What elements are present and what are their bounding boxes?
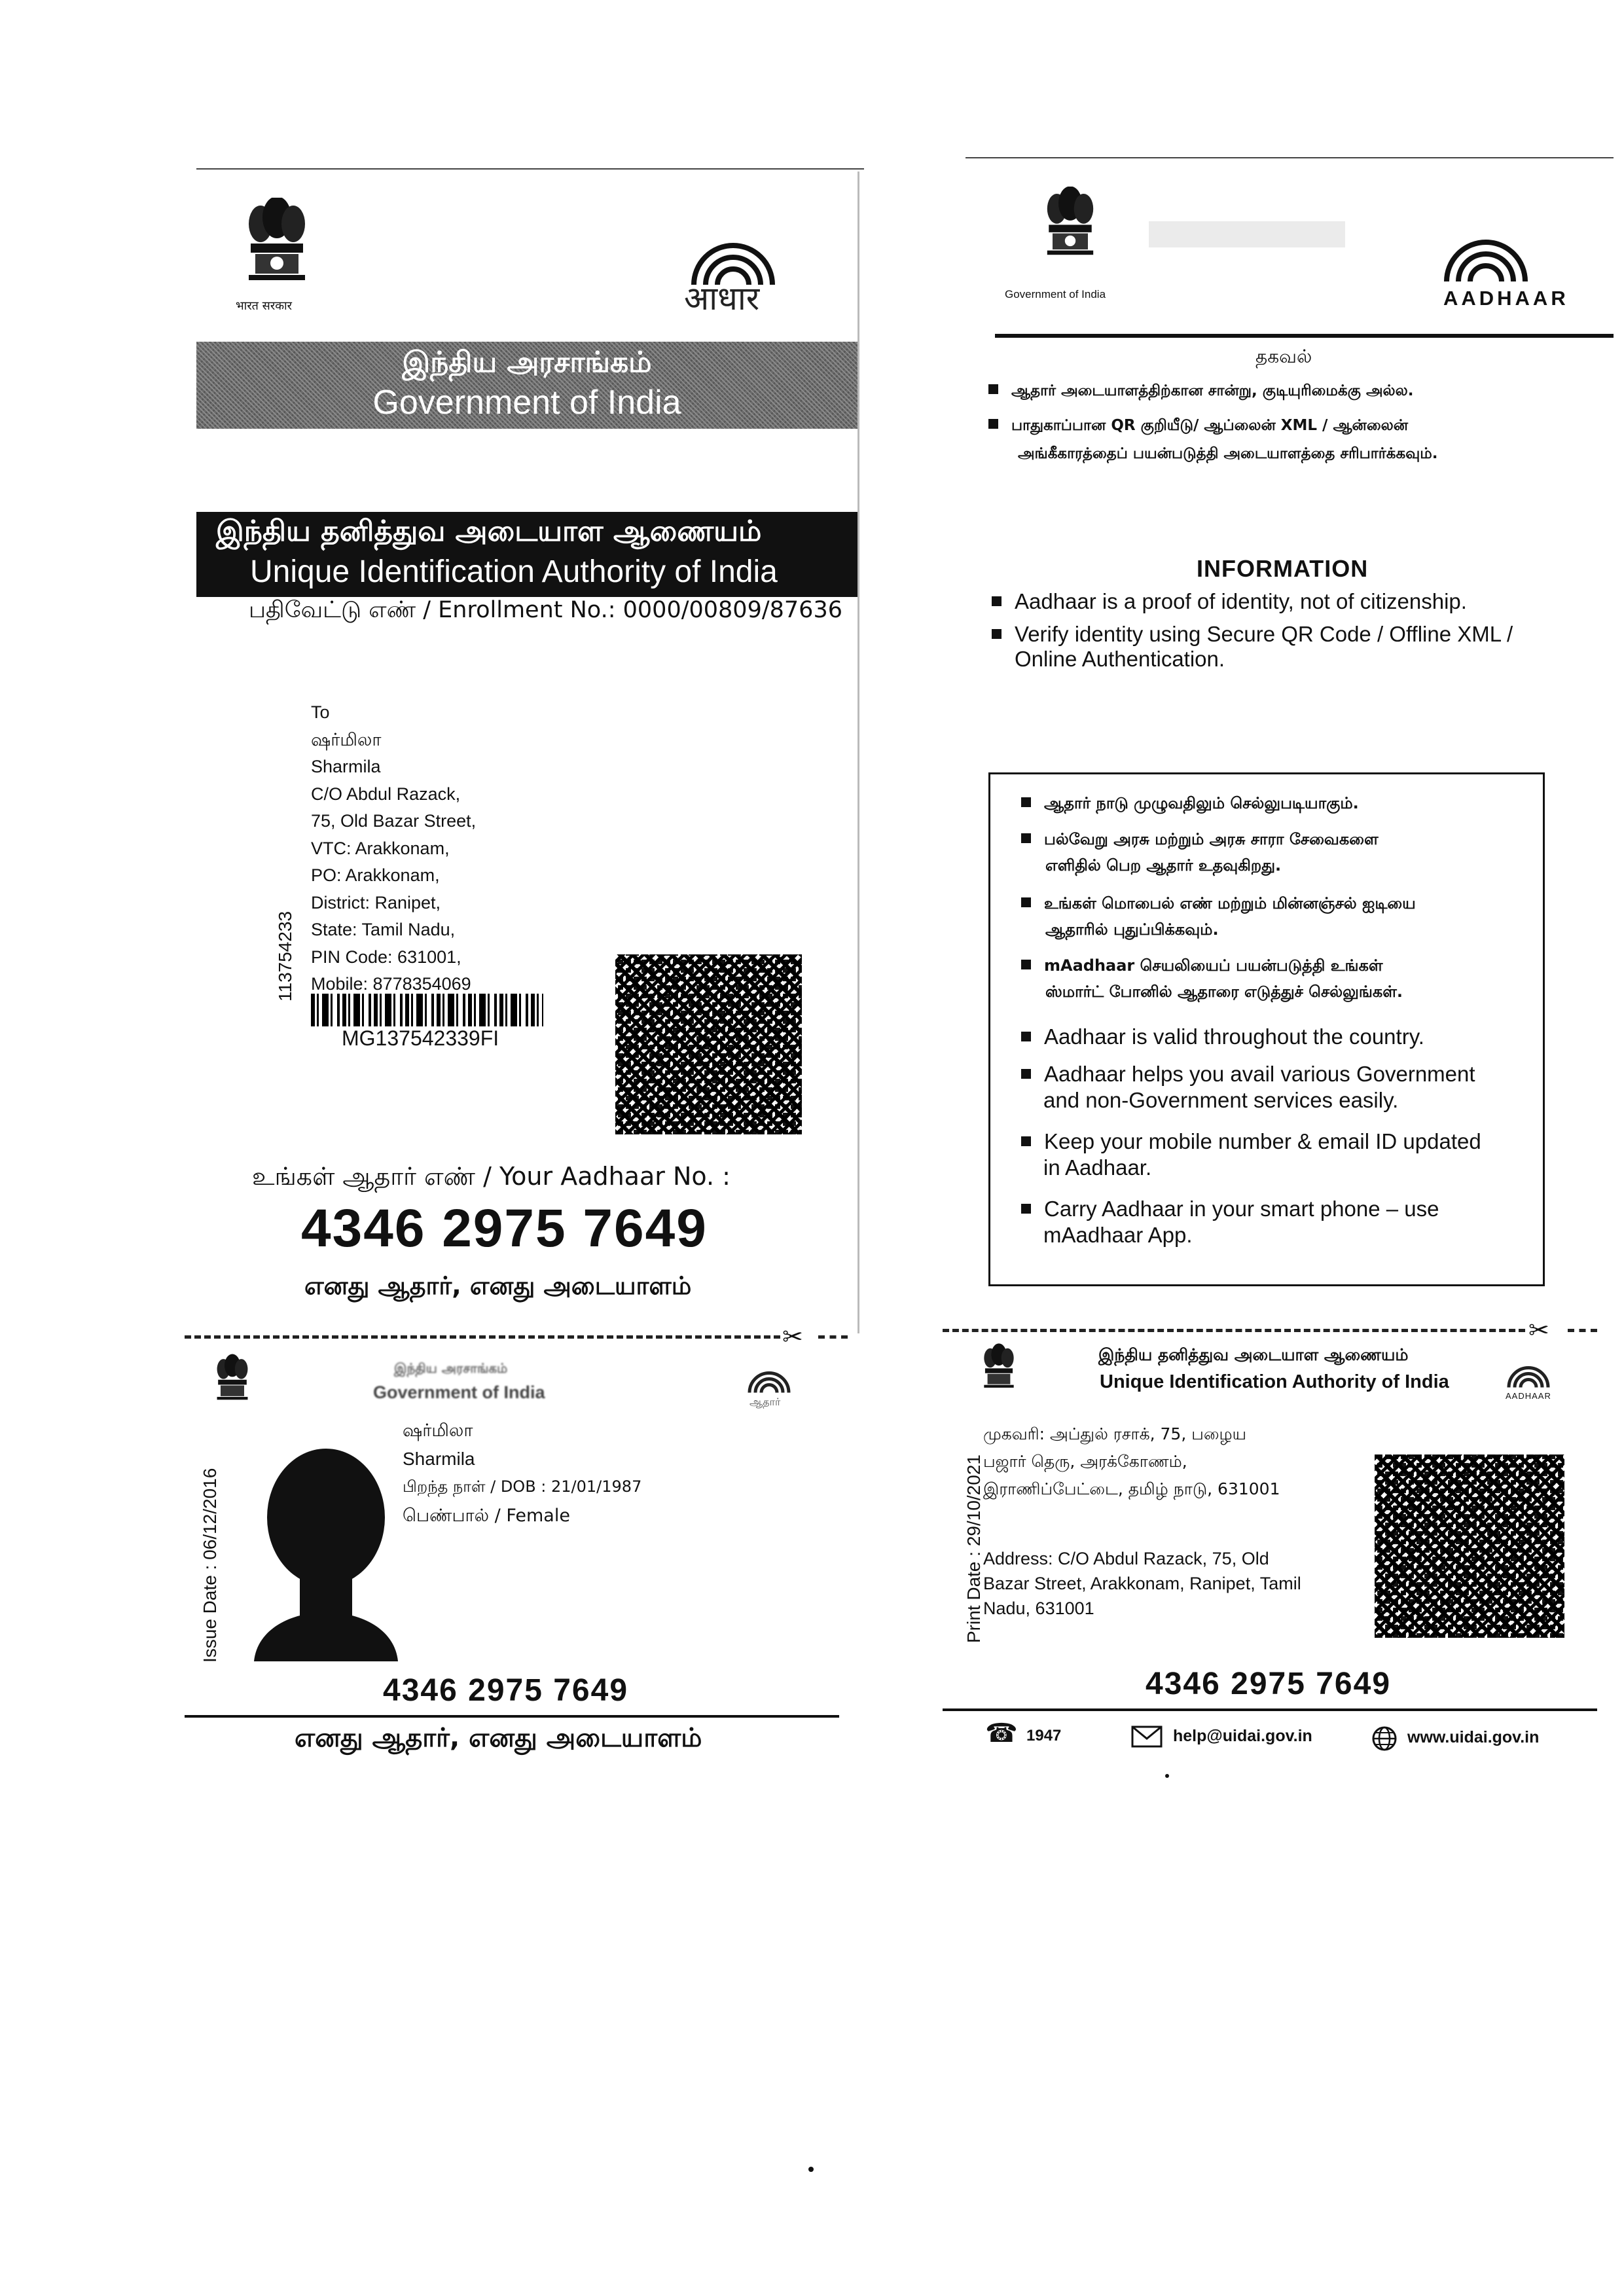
card-back-uidai-english: Unique Identification Authority of India [1100,1371,1449,1392]
box-english-item-cont: mAadhaar App. [1043,1223,1193,1247]
tagline: எனது ஆதார், எனது அடையாளம் [304,1271,692,1300]
address-line: பஜார் தெரு, அரக்கோணம், [983,1452,1187,1471]
card-back-qr-code [1375,1455,1564,1638]
uidai-tamil: இந்திய தனித்துவ அடையாள ஆணையம் [216,515,762,548]
aadhaar-logo-text: आधार [684,280,760,317]
uidai-english: Unique Identification Authority of India [250,554,778,589]
holder-photo [241,1445,405,1661]
aadhaar-fingerprint-logo-icon [1502,1356,1555,1389]
blurred-header [1149,221,1345,247]
box-tamil-item-cont: எளிதில் பெற ஆதார் உதவுகிறது. [1045,856,1282,875]
card-tagline: எனது ஆதார், எனது அடையாளம் [295,1723,702,1753]
card-back-aadhaar-number: 4346 2975 7649 [1146,1667,1392,1701]
address-line: Mobile: 8778354069 [311,974,471,994]
address-line: VTC: Arakkonam, [311,838,450,858]
top-rule-left [196,168,864,170]
box-english-item: Aadhaar helps you avail various Government [1021,1060,1475,1088]
scissors-icon: ✂ [1528,1316,1549,1345]
card-aadhaar-number: 4346 2975 7649 [383,1673,629,1708]
address-line: C/O Abdul Razack, [311,784,461,804]
website: www.uidai.gov.in [1407,1728,1540,1746]
box-english-item-cont: in Aadhaar. [1043,1155,1152,1180]
bullet-icon [1021,897,1031,907]
card-name-english: Sharmila [403,1449,475,1469]
card-gov-tamil: இந்திய அரசாங்கம் [394,1360,508,1376]
address-line: 75, Old Bazar Street, [311,811,477,831]
bullet-icon [1021,833,1031,843]
scissors-icon: ✂ [782,1322,803,1351]
card-back-rule [943,1708,1597,1711]
phone-icon: ☎ [985,1718,1018,1748]
card-back-address-english [983,1546,1301,1621]
bullet-icon [992,596,1001,606]
phone-number: 1947 [1026,1727,1062,1744]
address-line: Address: C/O Abdul Razack, 75, Old [983,1549,1269,1568]
box-tamil-item: பல்வேறு அரசு மற்றும் அரசு சாரா சேவைகளை [1021,828,1379,850]
your-aadhaar-label: உங்கள் ஆதார் எண் / Your Aadhaar No. : [252,1162,731,1191]
box-english-item: Keep your mobile number & email ID updated [1021,1128,1481,1155]
box-english-item-cont: and non-Government services easily. [1043,1088,1399,1112]
info-tamil-item-cont: அங்கீகாரத்தைப் பயன்படுத்தி அடையாளத்தை சரிபார்க்கவும். [1018,445,1438,462]
postal-barcode [311,994,543,1026]
cut-line-left [185,1335,780,1339]
box-tamil-item-cont: ஆதாரில் புதுப்பிக்கவும். [1045,920,1219,939]
address-line: District: Ranipet, [311,892,441,913]
email-address: help@uidai.gov.in [1173,1727,1312,1745]
card-front-rule [185,1715,839,1718]
address-line: State: Tamil Nadu, [311,920,456,939]
info-heading: INFORMATION [1197,555,1369,582]
aadhaar-logo-text: AADHAAR [1443,287,1569,310]
cut-line-right [943,1329,1525,1332]
card-back-logo-text: AADHAAR [1506,1391,1551,1401]
national-emblem-icon [980,1343,1018,1397]
card-back-uidai-tamil: இந்திய தனித்துவ அடையாள ஆணையம் [1098,1345,1409,1364]
aadhaar-number-large: 4346 2975 7649 [301,1199,708,1258]
national-emblem-icon [1041,187,1100,268]
right-header-rule [995,334,1614,338]
email-icon [1131,1726,1163,1748]
bullet-icon [992,629,1001,639]
bullet-icon [1021,1204,1031,1214]
info-tamil-item: பாதுகாப்பான QR குறியீடு/ ஆப்லைன் XML / ஆன்லைன் [988,414,1408,437]
card-gender: பெண்பால் / Female [403,1506,570,1526]
box-tamil-item: உங்கள் மொபைல் எண் மற்றும் மின்னஞ்சல் ஐடியை [1021,892,1416,914]
left-panel-right-edge [857,172,859,1333]
address-line: இராணிப்பேட்டை, தமிழ் நாடு, 631001 [983,1479,1280,1498]
national-emblem-icon [213,1354,252,1409]
emblem-caption: भारत सरकार [236,299,293,313]
address-line: PIN Code: 631001, [311,947,461,967]
address-line: Bazar Street, Arakkonam, Ranipet, Tamil [983,1574,1301,1593]
card-name-tamil: ஷர்மிலா [403,1420,473,1441]
bullet-icon [1021,797,1031,807]
aadhaar-fingerprint-logo-icon [1434,219,1538,285]
info-tamil-item: ஆதார் அடையாளத்திற்கான சான்று, குடியுரிமைக்கு அல்ல. [988,380,1413,402]
emblem-caption: Government of India [1005,288,1106,300]
info-item-cont: Online Authentication. [1015,647,1225,671]
cut-line-right-end [1568,1329,1597,1332]
box-tamil-item-cont: ஸ்மார்ட் போனில் ஆதாரை எடுத்துச் செல்லுங்கள். [1045,983,1403,1001]
card-gov-english: Government of India [373,1382,545,1402]
cut-line-left-end [818,1335,848,1339]
barcode-text: MG137542339FI [342,1026,499,1050]
bullet-icon [1021,1069,1031,1079]
issue-date: Issue Date : 06/12/2016 [200,1468,220,1663]
info-item: Aadhaar is a proof of identity, not of citizenship. [992,588,1467,615]
address-line: To [311,702,330,722]
secure-qr-code [615,954,802,1134]
address-line: முகவரி: அப்துல் ரசாக், 75, பழைய [983,1424,1247,1443]
print-date: Print Date : 29/10/2021 [964,1455,984,1643]
box-english-item: Carry Aadhaar in your smart phone – use [1021,1195,1439,1223]
bullet-icon [988,384,998,394]
side-number: 113754233 [275,911,295,1002]
bullet-icon [1021,1032,1031,1041]
box-tamil-item: ஆதார் நாடு முழுவதிலும் செல்லுபடியாகும். [1021,792,1359,814]
address-line: Sharmila [311,757,381,776]
enrollment-number: பதிவேட்டு எண் / Enrollment No.: 0000/00809/87636 [249,597,842,623]
gov-band-tamil: இந்திய அரசாங்கம் [402,346,652,379]
recipient-address [311,699,476,998]
address-line: Nadu, 631001 [983,1599,1094,1618]
card-logo-text: ஆதார் [749,1396,781,1408]
national-emblem-icon [241,198,313,296]
globe-icon [1371,1726,1398,1752]
bullet-icon [1021,960,1031,969]
gov-band-english: Government of India [372,384,681,422]
bullet-icon [988,419,998,429]
scan-dot [808,2167,814,2172]
box-tamil-item: mAadhaar செயலியைப் பயன்படுத்தி உங்கள் [1021,954,1383,977]
card-dob: பிறந்த நாள் / DOB : 21/01/1987 [403,1477,642,1496]
info-item: Verify identity using Secure QR Code / Offline XML / [992,621,1513,648]
card-back-address-tamil [983,1420,1280,1503]
address-line: PO: Arakkonam, [311,865,440,885]
scan-dot [1165,1774,1169,1778]
bullet-icon [1021,1136,1031,1146]
address-line: ஷர்மிலா [311,729,382,750]
box-english-item: Aadhaar is valid throughout the country. [1021,1023,1424,1051]
aadhaar-fingerprint-logo-icon [743,1362,795,1394]
top-rule-right [965,157,1614,158]
info-tamil-heading: தகவல் [1255,346,1312,367]
